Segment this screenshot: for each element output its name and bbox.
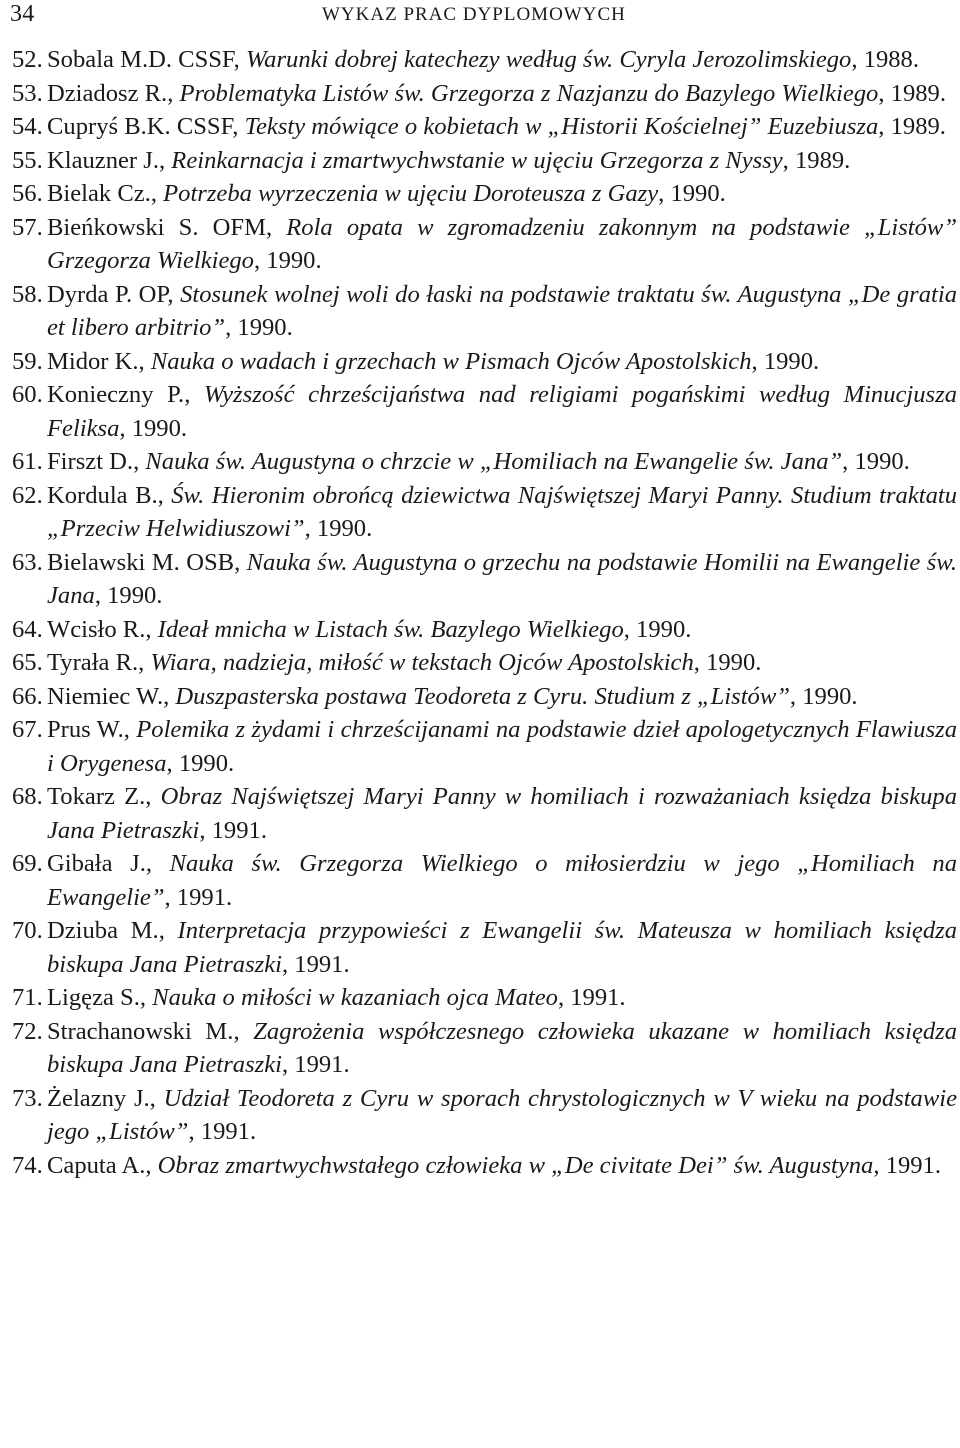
entry-year: , 1989. (782, 146, 851, 174)
entry-separator: , (138, 649, 151, 676)
entry-year: , 1989. (878, 79, 946, 107)
entry-title: Nauka św. Grzegorza Wielkiego o miłosierdziu w jego „Homiliach na Ewangelie” (47, 850, 957, 911)
entry-year: , 1990. (166, 749, 235, 777)
entry-title: Problematyka Listów św. Grzegorza z Nazjanzu do Bazylego Wielkiego (179, 79, 879, 107)
entry-title: Nauka o wadach i grzechach w Pismach Ojców Apostolskich (150, 347, 752, 375)
entry-title: Nauka św. Augustyna o grzechu na podstawie Homilii na Ewangelie św. Jana (47, 548, 957, 609)
list-item (12, 713, 957, 780)
entry-author: Firszt D. (47, 448, 134, 475)
entry-author: Dziuba M. (47, 917, 159, 944)
entry-author: Dziadosz R. (47, 79, 168, 107)
entry-separator: , (150, 180, 164, 207)
entry-year: , 1990. (225, 314, 293, 341)
entry-title: Nauka o miłości w kazaniach ojca Mateo (152, 984, 558, 1011)
entry-separator: , (234, 548, 247, 576)
entry-number: 54. (12, 113, 43, 140)
entry-author: Tyrała R. (47, 649, 139, 676)
entry-author: Klauzner J. (47, 146, 159, 174)
entry-separator: , (138, 347, 151, 375)
entry-author: Dyrda P. OP (47, 280, 168, 308)
list-item (12, 981, 957, 1015)
entry-separator: , (265, 213, 287, 241)
entry-separator: , (149, 1084, 164, 1112)
entry-year: , 1988. (851, 46, 919, 73)
entry-number: 52. (12, 46, 43, 73)
entry-year: , 1991. (281, 950, 350, 978)
list-item (12, 177, 957, 211)
entry-year: , 1991. (557, 984, 626, 1011)
entry-title: Udział Teodoreta z Cyru w sporach chrystologicznych w V wieku na podstawie jego „Listów” (47, 1084, 957, 1145)
entry-number: 66. (12, 682, 43, 710)
entry-separator: , (184, 381, 204, 408)
entry-separator: , (167, 280, 181, 308)
list-item (12, 1082, 957, 1149)
entry-number: 73. (12, 1084, 43, 1112)
entry-title: Wyższość chrześcijaństwa nad religiami pogańskimi według Minucjusza Feliksa (47, 381, 957, 442)
list-item (12, 77, 957, 111)
entry-number: 70. (12, 917, 43, 944)
entry-number: 71. (12, 984, 43, 1011)
entry-separator: , (133, 448, 146, 475)
entry-author: Żelazny J. (47, 1084, 150, 1112)
list-item (12, 479, 957, 546)
entry-title: Polemika z żydami i chrześcijanami na podstawie dzieł apologetycznych Flawiusza i Orygenesa (47, 716, 958, 777)
entry-year: , 1990. (751, 347, 820, 375)
entry-separator: , (145, 1151, 158, 1179)
entry-number: 58. (12, 280, 43, 308)
entry-title: Ideał mnicha w Listach św. Bazylego Wielkiego (157, 615, 624, 643)
entry-number: 64. (12, 615, 43, 643)
entry-author: Ligęza S. (47, 984, 140, 1011)
entry-title: Duszpasterska postawa Teodoreta z Cyru. Studium z „Listów” (175, 682, 790, 710)
entry-separator: , (145, 615, 158, 643)
entry-year: , 1990. (94, 582, 163, 609)
entry-author: Wcisło R. (47, 615, 146, 643)
entry-year: , 1991. (281, 1051, 350, 1078)
entry-author: Prus W. (47, 716, 124, 743)
list-item (12, 914, 957, 981)
entry-year: , 1990. (842, 448, 910, 475)
running-title: WYKAZ PRAC DYPLOMOWYCH (322, 4, 626, 25)
entry-author: Cupryś B.K. CSSF (47, 113, 233, 140)
entry-year: , 1989. (878, 113, 946, 140)
entry-title: Teksty mówiące o kobietach w „Historii Kościelnej” Euzebiusza (244, 113, 879, 140)
entry-separator: , (233, 1017, 254, 1045)
page-number: 34 (10, 1, 35, 27)
entry-title: Stosunek wolnej woli do łaski na podstawie traktatu św. Augustyna „De gratia et libero arbitrio” (47, 280, 958, 341)
entry-separator: , (158, 917, 178, 944)
entry-separator: , (139, 984, 153, 1011)
entry-year: , 1990. (304, 515, 373, 542)
list-item (12, 110, 957, 144)
entry-author: Bielak Cz. (47, 180, 151, 207)
entry-separator: , (145, 850, 170, 877)
entry-year: , 1990. (253, 247, 322, 274)
entry-author: Niemiec W. (47, 682, 164, 710)
entry-number: 72. (12, 1017, 43, 1045)
entry-title: Potrzeba wyrzeczenia w ujęciu Doroteusza z Gazy (163, 180, 659, 207)
entry-number: 74. (12, 1151, 43, 1179)
entry-author: Kordula B. (47, 481, 158, 509)
entry-number: 61. (12, 448, 43, 475)
list-item (12, 680, 957, 714)
entry-year: , 1991. (188, 1118, 257, 1145)
list-item (12, 211, 957, 278)
entry-title: Zagrożenia współczesnego człowieka ukazane w homiliach księdza biskupa Jana Pietraszki (47, 1017, 958, 1078)
list-item (12, 278, 957, 345)
entry-year: , 1990. (119, 414, 188, 442)
entry-number: 57. (12, 213, 43, 241)
entry-author: Sobala M.D. CSSF (47, 46, 234, 73)
entry-number: 63. (12, 548, 43, 576)
thesis-list (12, 43, 957, 1182)
entry-year: , 1991. (199, 816, 267, 844)
entry-number: 69. (12, 850, 43, 877)
list-item (12, 144, 957, 178)
entry-year: , 1991. (873, 1151, 941, 1179)
entry-author: Strachanowski M. (47, 1017, 234, 1045)
entry-year: , 1991. (164, 883, 233, 911)
entry-author: Midor K. (47, 347, 139, 375)
entry-author: Gibała J. (47, 850, 146, 877)
list-item (12, 546, 957, 613)
entry-number: 59. (12, 347, 43, 375)
entry-separator: , (233, 46, 246, 73)
entry-number: 55. (12, 146, 43, 174)
entry-title: Św. Hieronim obrońcą dziewictwa Najświętszej Maryi Panny. Studium traktatu „Przeciw Helwidiuszowi” (47, 481, 957, 542)
list-item (12, 445, 957, 479)
entry-year: , 1990. (658, 180, 726, 207)
entry-number: 56. (12, 180, 43, 207)
list-item (12, 646, 957, 680)
entry-author: Bielawski M. OSB (47, 548, 235, 576)
entry-separator: , (167, 79, 180, 107)
entry-author: Caputa A. (47, 1151, 146, 1179)
entry-title: Reinkarnacja i zmartwychwstanie w ujęciu Grzegorza z Nyssy (171, 146, 783, 174)
entry-separator: , (145, 783, 161, 810)
list-item (12, 613, 957, 647)
entry-separator: , (232, 113, 245, 140)
entry-number: 62. (12, 481, 43, 509)
list-item (12, 43, 957, 77)
running-header (0, 0, 960, 30)
entry-title: Obraz zmartwychwstałego człowieka w „De civitate Dei” św. Augustyna (157, 1151, 874, 1179)
entry-number: 65. (12, 649, 43, 676)
list-item (12, 1015, 957, 1082)
list-item (12, 847, 957, 914)
entry-author: Bieńkowski S. OFM (47, 213, 266, 241)
entry-number: 53. (12, 79, 43, 107)
entry-title: Nauka św. Augustyna o chrzcie w „Homiliach na Ewangelie św. Jana” (145, 448, 843, 475)
entry-year: , 1990. (693, 649, 762, 676)
entry-separator: , (157, 481, 172, 509)
entry-title: Rola opata w zgromadzeniu zakonnym na podstawie „Listów” Grzegorza Wielkiego (47, 213, 958, 274)
list-item (12, 1149, 957, 1183)
entry-separator: , (159, 146, 172, 174)
entry-title: Interpretacja przypowieści z Ewangelii św. Mateusza w homiliach księdza biskupa Jana Pietraszki (47, 917, 958, 978)
entry-separator: , (123, 716, 137, 743)
entry-title: Wiara, nadzieja, miłość w tekstach Ojców Apostolskich (150, 649, 694, 676)
list-item (12, 378, 957, 445)
entry-number: 67. (12, 716, 43, 743)
entry-year: , 1990. (623, 615, 692, 643)
list-item (12, 345, 957, 379)
entry-number: 60. (12, 381, 43, 408)
entry-separator: , (163, 682, 176, 710)
list-item (12, 780, 957, 847)
entry-year: , 1990. (789, 682, 858, 710)
entry-title: Warunki dobrej katechezy według św. Cyryla Jerozolimskiego (245, 46, 852, 73)
entry-author: Konieczny P. (47, 381, 185, 408)
entry-author: Tokarz Z. (47, 783, 146, 810)
entry-number: 68. (12, 783, 43, 810)
entry-title: Obraz Najświętszej Maryi Panny w homiliach i rozważaniach księdza biskupa Jana Pietraszki (47, 783, 957, 844)
